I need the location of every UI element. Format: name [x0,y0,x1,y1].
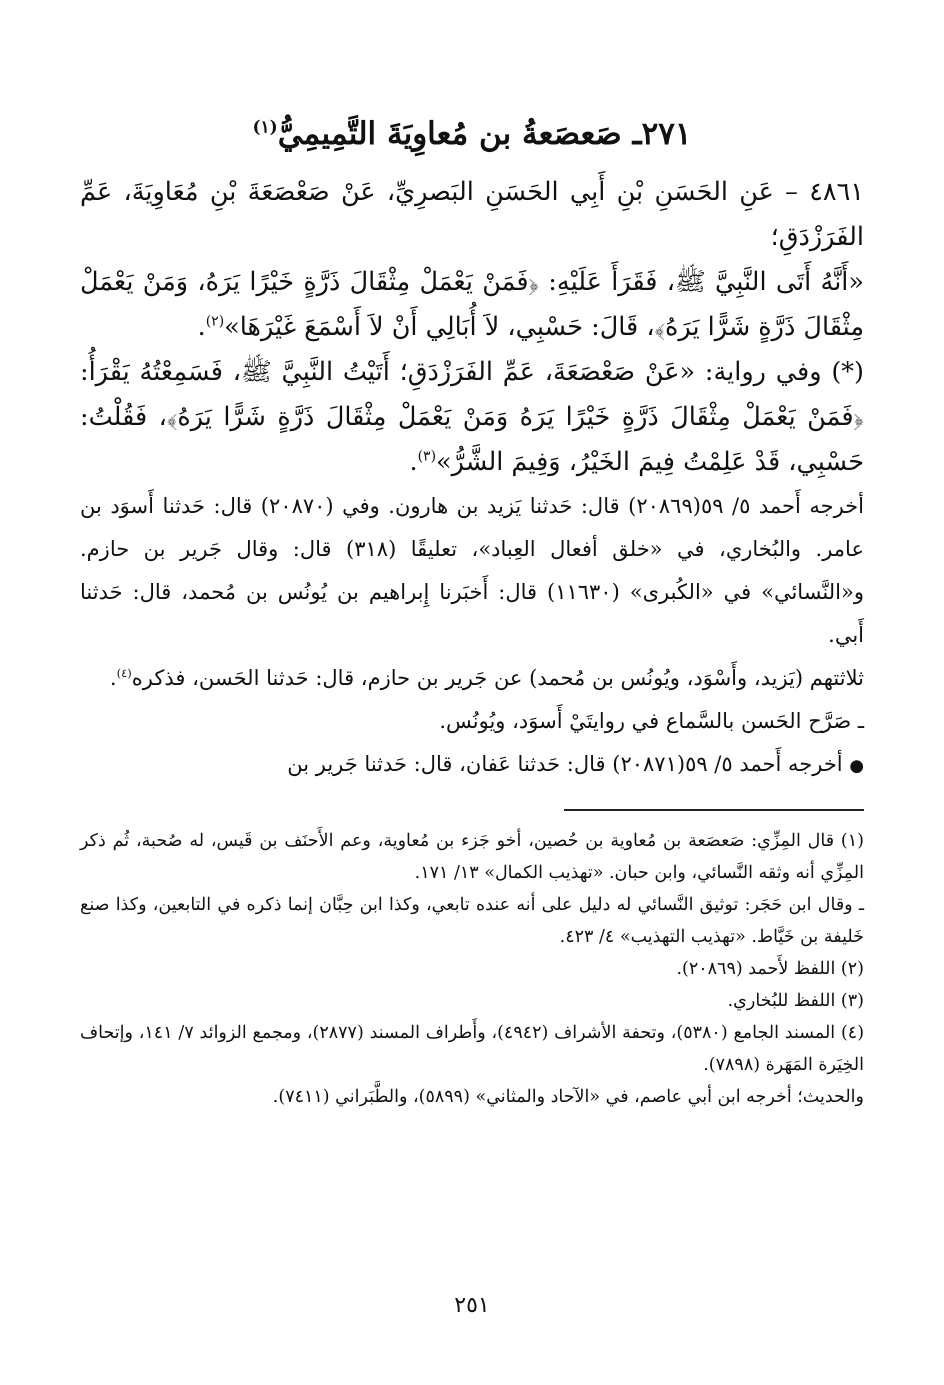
takhrij-paragraph-3: ـ صَرَّح الحَسن بالسَّماع في روايتَيْ أَسوَد، ويُونُس. [439,709,864,733]
title-footnote-ref: (١) [252,117,278,138]
bullet-icon: ● [849,755,864,775]
footnotes [80,825,864,1113]
footnote-2: (٢) اللفظ لأَحمد (٢٠٨٦٩). [676,959,864,979]
hadith-intro: ٤٨٦١ – عَنِ الحَسَنِ بْنِ أَبِي الحَسَنِ البَصرِيِّ، عَنْ صَعْصَعَةَ بْنِ مُعَاوِيَةَ، عَمِّ الفَرَزْدَقِ؛ [80,177,864,252]
riwaya-text: (*) وفي رواية: «عَنْ صَعْصَعَةَ، عَمِّ الفَرَزْدَقِ؛ أَتَيْتُ النَّبِيَّ ﷺ، فَسَمِعْتُهُ يَقْرَأُ: ﴿فَمَنْ يَعْمَلْ مِثْقَالَ ذَرَّةٍ خَيْرًا يَرَهُ وَمَنْ يَعْمَلْ مِثْقَالَ ذَرَّةٍ شَرًّا يَرَهُ﴾، فَقُلْتُ: حَسْبِي، قَدْ عَلِمْتُ فِيمَ الخَيْرُ، وَفِيمَ الشَّرُّ» [80,357,864,477]
page-number: ٢٥١ [454,1293,490,1318]
takhrij-footnote-ref: (٤) [116,666,132,680]
riwaya-paragraph [80,350,864,485]
takhrij-2-text: ثلاثتهم (يَزيد، وأَسْوَد، ويُونُس بن مُحمد) عن جَرير بن حازم، قال: حَدثنا الحَسن، فذكره [131,666,864,690]
hadith-text-body: «أَنَّهُ أَتَى النَّبِيَّ ﷺ، فَقَرَأَ عَلَيْهِ: ﴿فَمَنْ يَعْمَلْ مِثْقَالَ ذَرَّةٍ خَيْرًا يَرَهُ، وَمَنْ يَعْمَلْ مِثْقَالَ ذَرَّةٍ شَرًّا يَرَهُ﴾، قَالَ: حَسْبِي، لاَ أُبَالِي أَنْ لاَ أَسْمَعَ غَيْرَهَا» [80,267,864,342]
hadith-text: «أَنَّهُ أَتَى النَّبِيَّ ﷺ، فَقَرَأَ عَلَيْهِ: ﴿فَمَنْ يَعْمَلْ مِثْقَالَ ذَرَّةٍ خَيْرًا يَرَهُ، وَمَنْ يَعْمَلْ مِثْقَالَ ذَرَّةٍ شَرًّا يَرَهُ﴾، قَالَ: حَسْبِي، لاَ أُبَالِي أَنْ لاَ أَسْمَعَ غَيْرَهَا»$^{(٢)}$. [80,267,864,342]
main-text [80,170,864,787]
takhrij-2-end: . [109,666,117,690]
hadith-footnote-ref: (٢) [205,313,225,330]
footnote-4: (٤) المسند الجامع (٥٣٨٠)، وتحفة الأشراف (٤٩٤٢)، وأَطراف المسند (٢٨٧٧)، ومجمع الزوائد ٧/ ١٤١، وإتحاف الخِيَرة المَهَرة (٧٨٩٨). [80,1023,865,1075]
riwaya-end: . [409,447,418,477]
footnote-separator [564,809,864,811]
footnote-4-continued: والحديث؛ أخرجه ابن أبي عاصم، في «الآحاد والمثاني» (٥٨٩٩)، والطَّبَراني (٧٤١١). [272,1087,864,1107]
takhrij-paragraph-2 [80,657,864,700]
takhrij-paragraph-1: أخرجه أَحمد ٥/ ٥٩(٢٠٨٦٩) قال: حَدثنا يَزيد بن هارون. وفي (٢٠٨٧٠) قال: حَدثنا أَسوَد بن عامر. والبُخاري، في «خلق أفعال العِباد»، تعليقًا (٣١٨) قال: وقال جَرير بن حازم. و«النَّسائي» في «الكُبرى» (١١٦٣٠) قال: أَخبَرنا إِبراهيم بن يُونُس بن مُحمد، قال: حَدثنا أَبي. [80,494,864,647]
takhrij-4-text: أخرجه أَحمد ٥/ ٥٩(٢٠٨٧١) قال: حَدثنا عَفان، قال: حَدثنا جَرير بن [287,752,843,776]
riwaya-footnote-ref: (٣) [417,448,437,465]
takhrij-paragraph-4 [80,743,864,787]
footnote-1: (١) قال المِزِّي: صَعصَعة بن مُعاوية بن حُصين، أخو جَزء بن مُعاوية، وعم الأَحنَف بن قَيس، له صُحبة، ثُم ذكر المِزِّي أنه وثقه النَّسائي، وابن حبان. «تهذيب الكمال» ١٣/ ١٧١. [80,831,864,883]
entry-title [80,116,864,152]
footnote-3: (٣) اللفظ للبُخاري. [727,991,864,1011]
entry-title-text: ٢٧١ـ صَعصَعةُ بن مُعاوِيَةَ التَّمِيمِيُّ [277,116,692,152]
footnote-1-continued: ـ وقال ابن حَجَر: توثيق النَّسائي له دليل على أنه عنده تابعي، وكذا ابن حِبَّان إنما ذكره في التابعين، وكذا صنع خَليفة بن خَيَّاط. «تهذيب التهذيب» ٤/ ٤٢٣. [80,895,864,947]
